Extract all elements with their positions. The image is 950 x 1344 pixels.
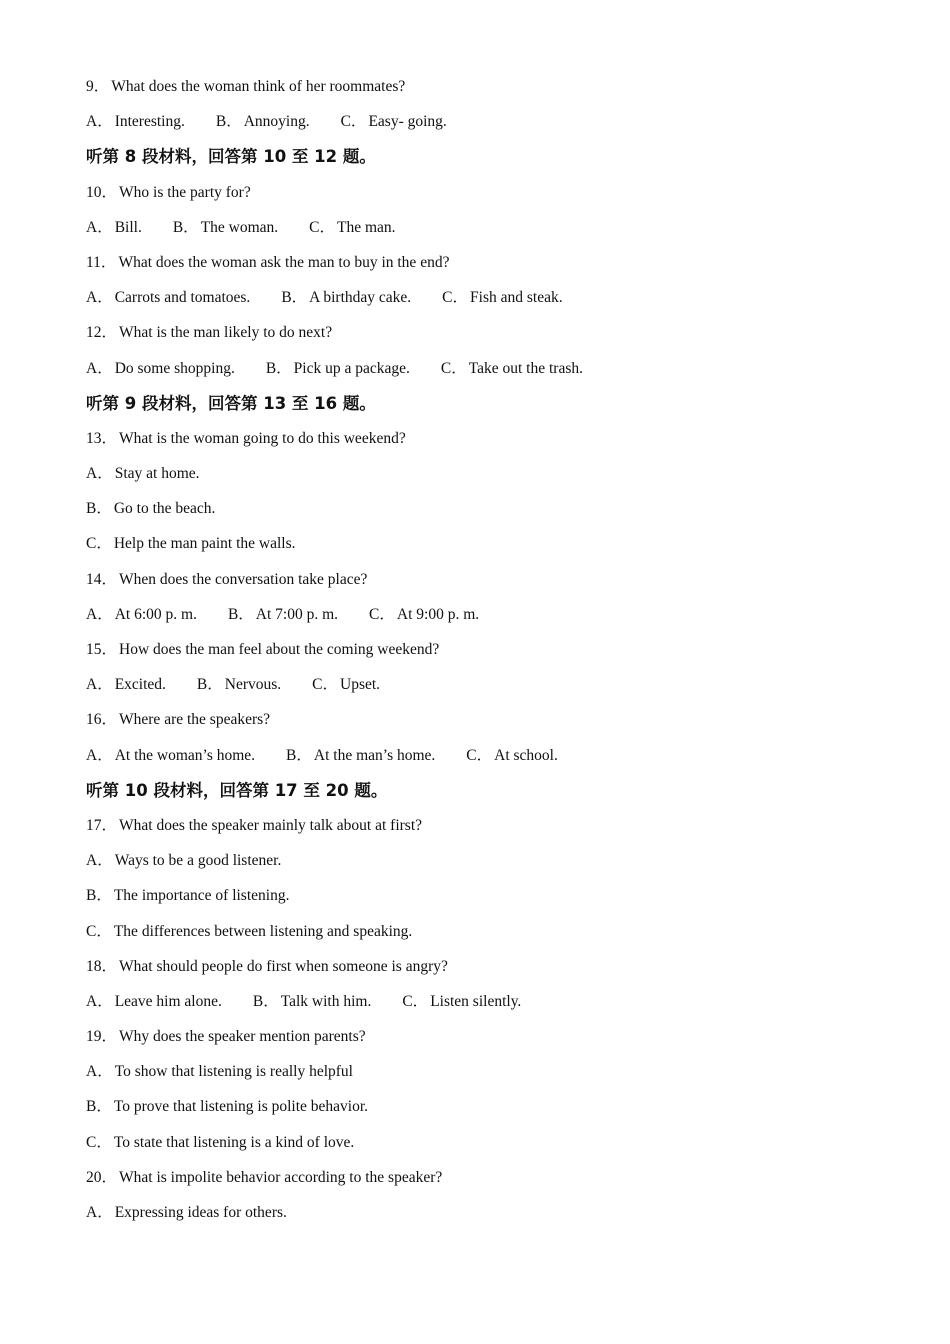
exam-page bbox=[86, 76, 886, 1237]
option-label: A． bbox=[86, 852, 113, 870]
section-heading: 听第 9 段材料，回答第 13 至 16 题。 bbox=[86, 393, 376, 413]
answer-option bbox=[86, 885, 289, 907]
question-line bbox=[86, 252, 886, 287]
option-text: The differences between listening and speaking. bbox=[113, 922, 413, 940]
question-text: How does the man feel about the coming weekend? bbox=[119, 641, 440, 658]
question-line bbox=[86, 428, 886, 463]
options-line bbox=[86, 604, 886, 639]
question-text: Who is the party for? bbox=[119, 183, 251, 201]
option-text: Bill. bbox=[114, 218, 142, 236]
option-text: The importance of listening. bbox=[113, 887, 290, 905]
option-label: B． bbox=[227, 605, 254, 623]
option-text: Upset. bbox=[340, 676, 381, 694]
option-label: B． bbox=[86, 887, 112, 905]
question-text: What should people do first when someone is angry? bbox=[119, 957, 448, 975]
option-text: At the woman’s home. bbox=[114, 746, 256, 764]
question-line bbox=[86, 322, 886, 357]
options-line bbox=[86, 533, 886, 568]
option-text: Annoying. bbox=[243, 113, 310, 131]
option-text: Leave him alone. bbox=[114, 992, 222, 1010]
question-number: 18． bbox=[86, 957, 118, 975]
option-text: Carrots and tomatoes. bbox=[114, 289, 251, 307]
options-line bbox=[86, 463, 886, 498]
option-label: A． bbox=[86, 113, 113, 131]
question-number: 15． bbox=[86, 641, 118, 658]
question-line bbox=[86, 709, 886, 744]
answer-option bbox=[86, 991, 222, 1013]
question-line bbox=[86, 956, 886, 991]
option-text: Listen silently. bbox=[430, 992, 522, 1010]
option-label: B． bbox=[281, 289, 308, 307]
option-text: Stay at home. bbox=[114, 465, 200, 483]
option-text: Talk with him. bbox=[280, 992, 372, 1010]
option-label: A． bbox=[86, 992, 113, 1010]
option-text: Ways to be a good listener. bbox=[114, 852, 282, 870]
question-number: 12． bbox=[86, 324, 118, 342]
option-label: B． bbox=[172, 218, 199, 236]
question-text: What does the woman ask the man to buy in the end? bbox=[118, 253, 450, 271]
option-text: At 6:00 p. m. bbox=[114, 605, 197, 623]
answer-option bbox=[86, 850, 281, 872]
option-text: At 7:00 p. m. bbox=[255, 605, 339, 623]
question-text: Why does the speaker mention parents? bbox=[119, 1028, 366, 1046]
answer-option bbox=[86, 921, 412, 943]
option-label: B． bbox=[286, 746, 312, 764]
option-label: C． bbox=[440, 359, 467, 377]
question-number: 20． bbox=[86, 1168, 118, 1186]
option-text: To show that listening is really helpful bbox=[114, 1063, 353, 1081]
question-number: 10． bbox=[86, 183, 118, 201]
question-line bbox=[86, 639, 886, 674]
options-line bbox=[86, 921, 886, 956]
answer-option bbox=[369, 604, 479, 626]
answer-option bbox=[281, 287, 411, 309]
option-label: A． bbox=[86, 605, 113, 623]
question-number: 14． bbox=[86, 570, 118, 588]
option-label: C． bbox=[309, 218, 336, 236]
question-number: 17． bbox=[86, 816, 118, 834]
answer-option bbox=[286, 745, 435, 767]
answer-option bbox=[197, 674, 281, 696]
answer-option bbox=[441, 358, 583, 380]
option-text: Interesting. bbox=[114, 113, 185, 131]
option-text: The woman. bbox=[200, 218, 279, 236]
answer-option bbox=[86, 217, 142, 239]
answer-option bbox=[312, 674, 380, 696]
option-text: Fish and steak. bbox=[470, 289, 563, 307]
options-line bbox=[86, 498, 886, 533]
answer-option bbox=[86, 287, 250, 309]
answer-option bbox=[216, 111, 310, 133]
options-line bbox=[86, 1202, 886, 1237]
option-label: C． bbox=[442, 289, 469, 307]
question-text: What does the woman think of her roommates? bbox=[111, 78, 406, 95]
answer-option bbox=[253, 991, 371, 1013]
question-number: 13． bbox=[86, 429, 118, 447]
option-label: B． bbox=[252, 992, 279, 1010]
option-label: A． bbox=[86, 359, 113, 377]
option-label: C． bbox=[86, 535, 112, 553]
options-line bbox=[86, 850, 886, 885]
question-text: What is the man likely to do next? bbox=[119, 324, 333, 342]
question-line bbox=[86, 815, 886, 850]
option-text: To state that listening is a kind of love. bbox=[113, 1133, 355, 1151]
option-text: Take out the trash. bbox=[468, 359, 584, 377]
option-text: Easy- going. bbox=[368, 113, 447, 131]
option-label: C． bbox=[340, 113, 367, 131]
section-heading: 听第 10 段材料，回答第 17 至 20 题。 bbox=[86, 780, 388, 800]
option-text: Go to the beach. bbox=[113, 500, 216, 518]
question-text: What does the speaker mainly talk about at first? bbox=[119, 816, 423, 834]
question-number: 19． bbox=[86, 1028, 118, 1046]
answer-option bbox=[266, 358, 410, 380]
answer-option bbox=[86, 1061, 353, 1083]
options-line bbox=[86, 111, 886, 146]
option-label: A． bbox=[86, 676, 113, 694]
answer-option bbox=[86, 533, 296, 555]
question-text: When does the conversation take place? bbox=[119, 570, 368, 588]
section-heading: 听第 8 段材料，回答第 10 至 12 题。 bbox=[86, 147, 376, 167]
options-line bbox=[86, 991, 886, 1026]
answer-option bbox=[86, 674, 166, 696]
answer-option bbox=[86, 358, 235, 380]
option-label: B． bbox=[265, 359, 292, 377]
question-text: What is impolite behavior according to the speaker? bbox=[119, 1168, 443, 1186]
answer-option bbox=[86, 604, 197, 626]
options-line bbox=[86, 1132, 886, 1167]
answer-option bbox=[86, 1096, 368, 1118]
options-line bbox=[86, 287, 886, 322]
option-label: A． bbox=[86, 218, 113, 236]
question-number: 9． bbox=[86, 78, 110, 95]
answer-option bbox=[173, 217, 278, 239]
option-label: C． bbox=[369, 605, 395, 623]
options-line bbox=[86, 1061, 886, 1096]
options-line bbox=[86, 358, 886, 393]
options-line bbox=[86, 674, 886, 709]
option-text: At the man’s home. bbox=[313, 746, 436, 764]
option-label: C． bbox=[466, 746, 493, 764]
option-label: A． bbox=[86, 1063, 113, 1081]
question-line bbox=[86, 1167, 886, 1202]
answer-option bbox=[309, 217, 395, 239]
option-text: At 9:00 p. m. bbox=[396, 605, 480, 623]
question-number: 16． bbox=[86, 711, 118, 729]
answer-option bbox=[86, 111, 185, 133]
answer-option bbox=[341, 111, 447, 133]
answer-option bbox=[86, 498, 215, 520]
option-label: B． bbox=[196, 676, 223, 694]
option-text: Pick up a package. bbox=[293, 359, 410, 377]
options-line bbox=[86, 885, 886, 920]
option-label: B． bbox=[86, 1098, 112, 1116]
option-label: B． bbox=[86, 500, 112, 518]
question-line bbox=[86, 76, 886, 111]
answer-option bbox=[442, 287, 562, 309]
answer-option bbox=[86, 463, 200, 485]
option-label: A． bbox=[86, 746, 113, 764]
option-text: A birthday cake. bbox=[309, 289, 412, 307]
question-line bbox=[86, 182, 886, 217]
options-line bbox=[86, 1096, 886, 1131]
option-label: C． bbox=[312, 676, 339, 694]
option-text: Do some shopping. bbox=[114, 359, 235, 377]
option-label: A． bbox=[86, 465, 113, 483]
options-line bbox=[86, 217, 886, 252]
option-text: Excited. bbox=[114, 676, 166, 694]
option-label: A． bbox=[86, 1204, 113, 1221]
option-text: Expressing ideas for others. bbox=[114, 1204, 287, 1221]
option-text: At school. bbox=[494, 746, 558, 764]
answer-option bbox=[402, 991, 521, 1013]
answer-option bbox=[466, 745, 558, 767]
question-text: What is the woman going to do this weekend? bbox=[119, 429, 406, 447]
question-line bbox=[86, 1026, 886, 1061]
answer-option bbox=[86, 1202, 287, 1224]
question-number: 11． bbox=[86, 253, 117, 271]
option-label: C． bbox=[86, 922, 112, 940]
answer-option bbox=[86, 745, 255, 767]
option-text: The man. bbox=[337, 218, 396, 236]
question-line bbox=[86, 569, 886, 604]
option-text: To prove that listening is polite behavior. bbox=[113, 1098, 369, 1116]
question-text: Where are the speakers? bbox=[119, 711, 271, 729]
options-line bbox=[86, 745, 886, 780]
option-label: C． bbox=[402, 992, 429, 1010]
option-label: B． bbox=[215, 113, 242, 131]
option-label: C． bbox=[86, 1133, 112, 1151]
answer-option bbox=[228, 604, 338, 626]
option-text: Nervous. bbox=[224, 676, 282, 694]
answer-option bbox=[86, 1132, 354, 1154]
option-label: A． bbox=[86, 289, 113, 307]
option-text: Help the man paint the walls. bbox=[113, 535, 296, 553]
